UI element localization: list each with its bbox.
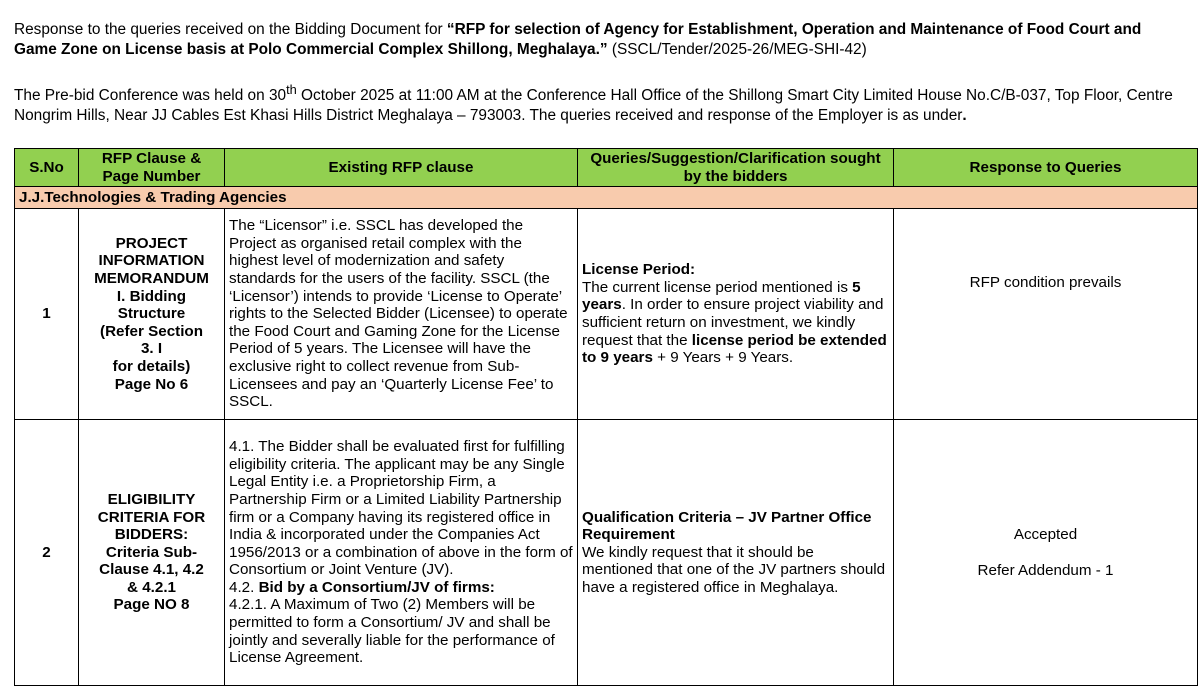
table-row	[15, 420, 1198, 686]
row-existing-clause: 4.1. The Bidder shall be evaluated first for fulfilling eligibility criteria. The applicant may be any Single Legal Entity i.e. a Proprietorship Firm, a Partnership Firm or a Limited Liability Partnership firm or a Company having its registered office in India & incorporated under the Companies Act 1956/2013 or a combination of above in the form of Consortium or Joint Venture (JV). 4.2. Bid by a Consortium/JV of firms: 4.2.1. A Maximum of Two (2) Members will be permitted to form a Consortium/ JV and shall be jointly and severally liable for the performance of License Agreement.	[225, 420, 578, 686]
row-sno: 2	[15, 420, 79, 686]
row-query: Qualification Criteria – JV Partner Office Requirement We kindly request that it should be mentioned that one of the JV partners should have a registered office in Meghalaya.	[578, 420, 894, 686]
header-queries: Queries/Suggestion/Clarification sought by the bidders	[578, 149, 894, 187]
row-existing-clause: The “Licensor” i.e. SSCL has developed the Project as organised retail complex with the highest level of modernization and safety standards for the users of the facility. SSCL (the ‘Licensor’) intends to provide ‘License to Operate’ rights to the Selected Bidder (Licensee) to operate the Food Court and Gaming Zone for the License Period of 5 years. The Licensee will have the exclusive right to collect revenue from Sub-Licensees and pay an ‘Quarterly License Fee’ to SSCL.	[225, 209, 578, 420]
row-query: License Period: The current license period mentioned is 5 years. In order to ensure project viability and sufficient return on investment, we kindly request that the license period be extended to 9 years + 9 Years + 9 Years.	[578, 209, 894, 420]
header-existing: Existing RFP clause	[225, 149, 578, 187]
queries-table	[14, 148, 1198, 686]
header-clause: RFP Clause & Page Number	[79, 149, 225, 187]
row-clause: ELIGIBILITY CRITERIA FOR BIDDERS: Criteria Sub- Clause 4.1, 4.2 & 4.2.1 Page NO 8	[79, 420, 225, 686]
rfp-title: “RFP for selection of Agency for Establishment, Operation and Maintenance of Food Court and Game Zone on License basis at Polo Commercial Complex Shillong, Meghalaya.”	[14, 21, 1142, 58]
intro-paragraph-1	[14, 20, 1186, 60]
bidder-name: J.J.Technologies & Trading Agencies	[15, 187, 1198, 209]
header-sno: S.No	[15, 149, 79, 187]
date-superscript: th	[286, 82, 297, 97]
intro-2-end: .	[962, 107, 967, 125]
query-title: Qualification Criteria – JV Partner Office Requirement	[582, 508, 872, 544]
intro-paragraph-2	[14, 80, 1186, 126]
query-title: License Period:	[582, 261, 696, 279]
intro-1-prefix: Response to the queries received on the Bidding Document for	[14, 21, 447, 38]
row-clause: PROJECT INFORMATION MEMORANDUM I. Bidding Structure (Refer Section 3. I for details) Page No 6	[79, 209, 225, 420]
row-response: RFP condition prevails	[894, 209, 1198, 420]
row-response: Accepted Refer Addendum - 1	[894, 420, 1198, 686]
row-sno: 1	[15, 209, 79, 420]
header-response: Response to Queries	[894, 149, 1198, 187]
header-row	[15, 149, 1198, 187]
table-row	[15, 209, 1198, 420]
bidder-group-row	[15, 187, 1198, 209]
intro-2-prefix: The Pre-bid Conference was held on 30	[14, 87, 287, 105]
intro-2-text: October 2025 at 11:00 AM at the Conference Hall Office of the Shillong Smart City Limited House No.C/B-037, Top Floor, Centre Nongrim Hills, Near JJ Cables Est Khasi Hills District Meghalaya – 793003. The queries received and response of the Employer is as under	[14, 87, 1173, 125]
tender-ref: (SSCL/Tender/2025-26/MEG-SHI-42)	[607, 41, 867, 58]
